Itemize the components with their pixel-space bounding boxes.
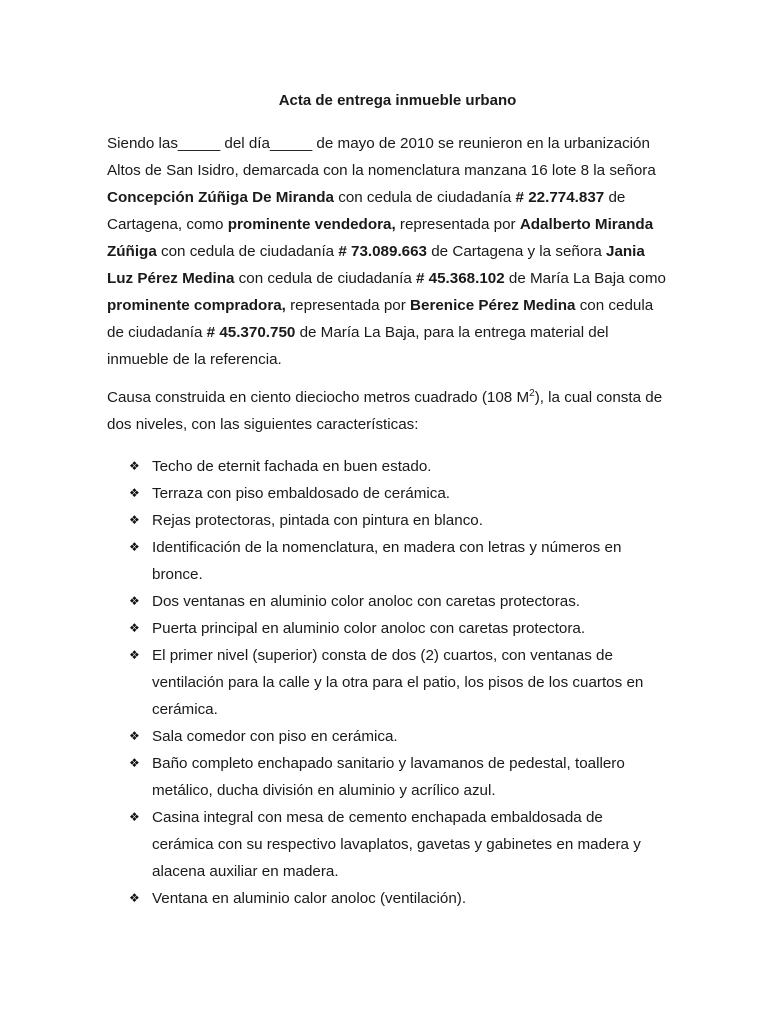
diamond-bullet-icon: ❖ xyxy=(129,648,140,662)
feature-item xyxy=(107,885,668,912)
feature-item xyxy=(107,642,668,723)
diamond-bullet-icon: ❖ xyxy=(129,513,140,527)
diamond-bullet-icon: ❖ xyxy=(129,594,140,608)
feature-text: Puerta principal en aluminio color anoloc con caretas protectora. xyxy=(152,620,586,637)
diamond-bullet-icon: ❖ xyxy=(129,486,140,500)
text: de Cartagena, como xyxy=(107,189,626,233)
text: con cedula de ciudadanía xyxy=(156,243,339,260)
text: con cedula de ciudadanía xyxy=(234,270,416,287)
feature-item xyxy=(107,480,668,507)
buyer-id: # 45.368.102 xyxy=(415,270,505,287)
feature-text: Casina integral con mesa de cemento enchapada embaldosada de cerámica con su respectivo lavaplatos, gavetas y gabinetes en madera y alacena auxiliar en madera. xyxy=(152,809,641,880)
seller-representative-name: Adalberto Miranda Zúñiga xyxy=(107,216,654,260)
text: con cedula de ciudadanía xyxy=(107,297,654,341)
diamond-bullet-icon: ❖ xyxy=(129,810,140,824)
feature-text: Dos ventanas en aluminio color anoloc con caretas protectoras. xyxy=(152,593,581,610)
feature-text: Techo de eternit fachada en buen estado. xyxy=(152,458,432,475)
diamond-bullet-icon: ❖ xyxy=(129,540,140,554)
superscript: 2 xyxy=(529,387,535,399)
seller-representative-id: # 73.089.663 xyxy=(338,243,428,260)
feature-item xyxy=(107,507,668,534)
buyer-representative-id: # 45.370.750 xyxy=(206,324,296,341)
text: de Cartagena y la señora xyxy=(427,243,607,260)
buyer-representative-name: Berenice Pérez Medina xyxy=(410,297,576,314)
diamond-bullet-icon: ❖ xyxy=(129,621,140,635)
feature-text: Baño completo enchapado sanitario y lavamanos de pedestal, toallero metálico, ducha división en aluminio y acrílico azul. xyxy=(152,755,625,799)
text: ), la cual consta de dos niveles, con las siguientes características: xyxy=(107,389,663,433)
diamond-bullet-icon: ❖ xyxy=(129,891,140,905)
feature-item xyxy=(107,723,668,750)
feature-text: Terraza con piso embaldosado de cerámica. xyxy=(152,485,451,502)
feature-item xyxy=(107,804,668,885)
intro-paragraph xyxy=(107,130,668,373)
feature-text: Identificación de la nomenclatura, en madera con letras y números en bronce. xyxy=(152,539,622,583)
feature-text: Rejas protectoras, pintada con pintura en blanco. xyxy=(152,512,483,529)
buyer-name: Jania Luz Pérez Medina xyxy=(107,243,645,287)
diamond-bullet-icon: ❖ xyxy=(129,459,140,473)
text: Causa construida en ciento dieciocho metros cuadrado (108 M xyxy=(107,389,530,406)
feature-item xyxy=(107,453,668,480)
diamond-bullet-icon: ❖ xyxy=(129,729,140,743)
feature-item xyxy=(107,588,668,615)
features-list xyxy=(107,453,668,912)
feature-item xyxy=(107,534,668,588)
document-title: Acta de entrega inmueble urbano xyxy=(278,92,517,109)
text: representada por xyxy=(285,297,411,314)
diamond-bullet-icon: ❖ xyxy=(129,756,140,770)
feature-item xyxy=(107,615,668,642)
feature-text: Ventana en aluminio calor anoloc (ventilación). xyxy=(152,890,467,907)
seller-role: prominente vendedora, xyxy=(227,216,396,233)
seller-id: # 22.774.837 xyxy=(515,189,605,206)
text: de María La Baja como xyxy=(504,270,666,287)
seller-name: Concepción Zúñiga De Miranda xyxy=(107,189,334,206)
feature-text: Sala comedor con piso en cerámica. xyxy=(152,728,398,745)
text: con cedula de ciudadanía xyxy=(334,189,516,206)
text: de María La Baja, para la entrega material del inmueble de la referencia. xyxy=(107,324,609,368)
text: Siendo las_____ del día_____ de mayo de 2010 se reunieron en la urbanización Altos de San Isidro, demarcada con la nomenclatura manzana 16 lote 8 la señora xyxy=(107,135,656,179)
feature-text: El primer nivel (superior) consta de dos (2) cuartos, con ventanas de ventilación para la calle y la otra para el patio, los pisos de los cuartos en cerámica. xyxy=(152,647,644,718)
text: representada por xyxy=(395,216,520,233)
description-paragraph xyxy=(107,384,668,438)
buyer-role: prominente compradora, xyxy=(107,297,286,314)
feature-item xyxy=(107,750,668,804)
